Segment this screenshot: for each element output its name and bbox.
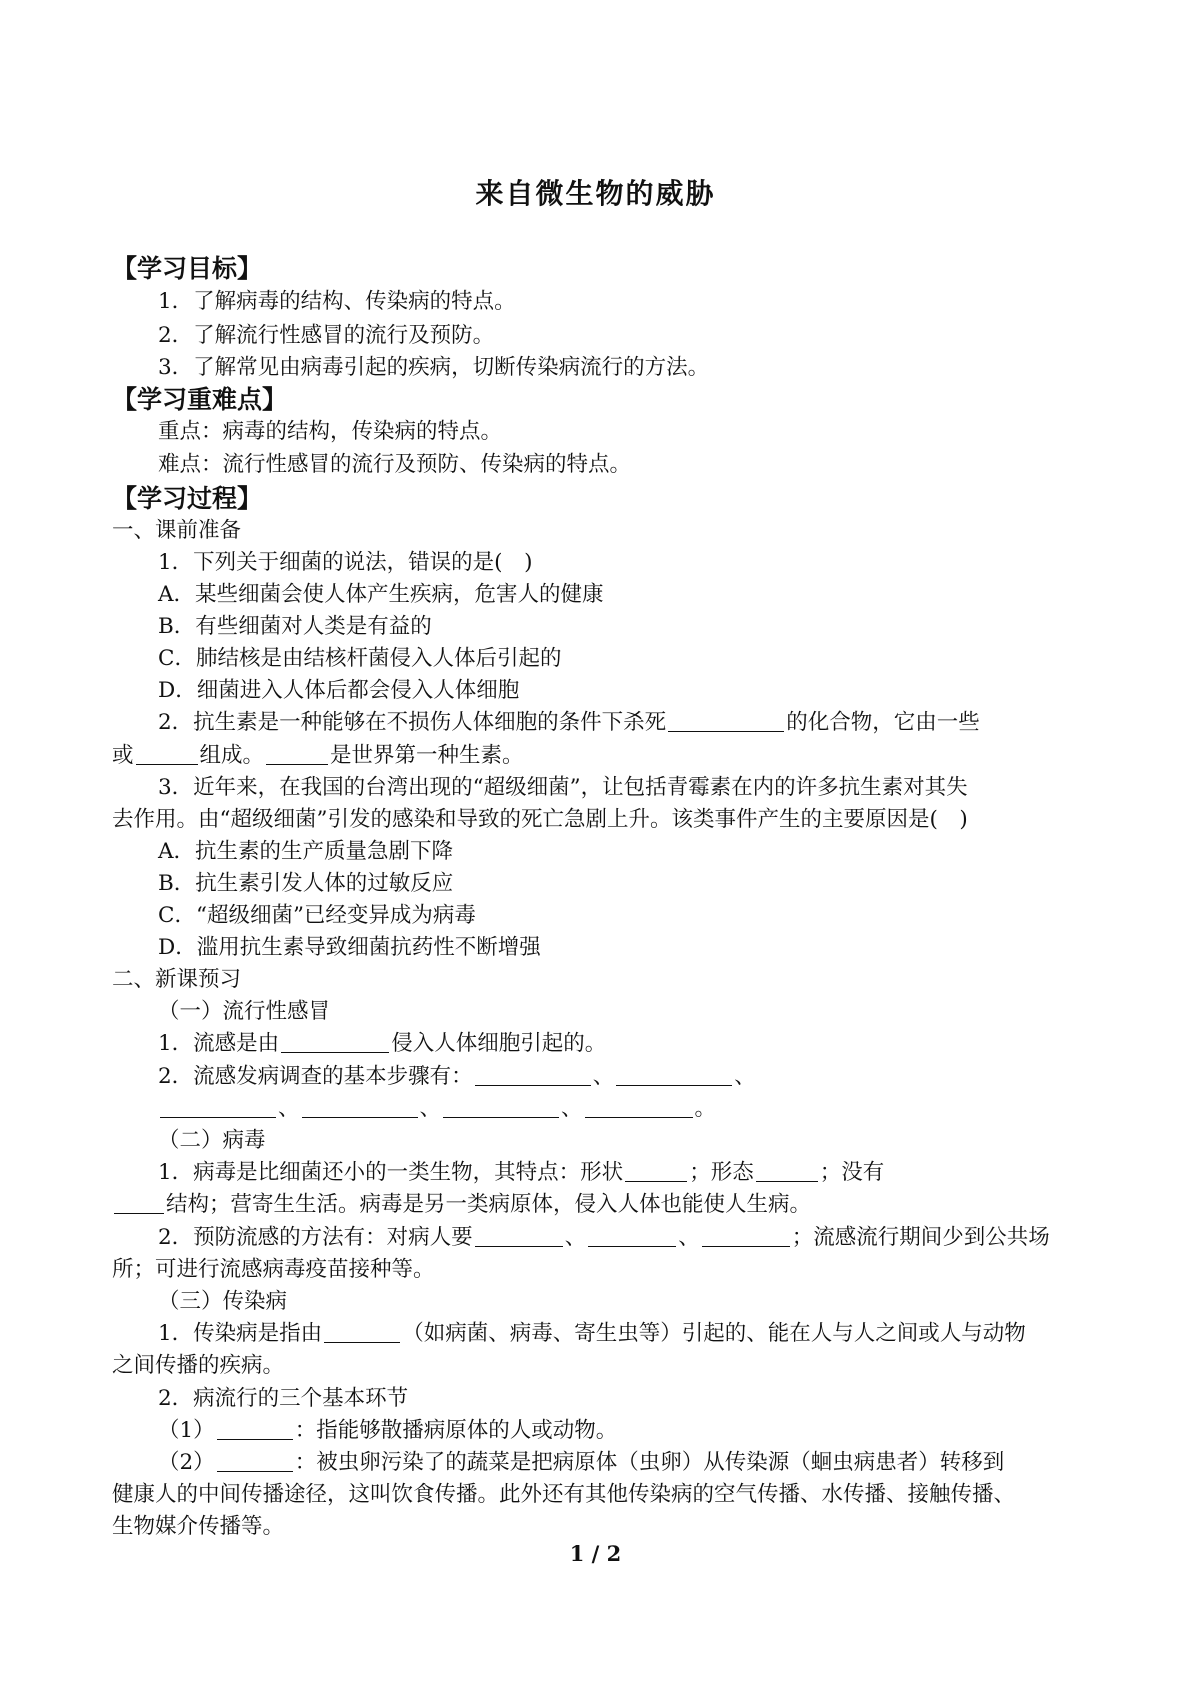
question-option: B．有些细菌对人类是有益的 [158, 614, 432, 639]
question-line: 所；可进行流感病毒疫苗接种等。 [112, 1257, 435, 1282]
separator: 、 [278, 1096, 300, 1121]
question-stem: 3．近年来，在我国的台湾出现的“超级细菌”，让包括青霉素在内的许多抗生素对其失 [158, 775, 968, 800]
objectives-heading: 【学习目标】 [112, 254, 263, 283]
question-line [158, 1158, 1092, 1188]
question-line [158, 1223, 1092, 1253]
question-text: （1） [158, 1418, 215, 1443]
subsection-heading: （一）流行性感冒 [158, 999, 331, 1024]
question-line [158, 1416, 1092, 1446]
question-text: ：指能够散播病原体的人或动物。 [294, 1418, 618, 1443]
fill-blank[interactable] [625, 1161, 687, 1182]
question-text: 2．流感发病调查的基本步骤有： [158, 1064, 473, 1089]
question-text: 1．传染病是指由 [158, 1321, 323, 1346]
subsection-heading: （二）病毒 [158, 1128, 266, 1153]
question-text: 的化合物，它由一些 [786, 710, 980, 735]
fill-blank[interactable] [443, 1097, 559, 1118]
question-text: ；没有 [819, 1160, 885, 1185]
fill-blank[interactable] [217, 1451, 293, 1472]
separator: 、 [592, 1064, 615, 1089]
question-stem: 去作用。由“超级细菌”引发的感染和导致的死亡急剧上升。该类事件产生的主要原因是( ) [112, 807, 968, 832]
fill-blank[interactable] [160, 1097, 276, 1118]
question-option: B．抗生素引发人体的过敏反应 [158, 871, 454, 896]
question-text: 结构；营寄生生活。病毒是另一类病原体，侵入人体也能使人生病。 [166, 1192, 812, 1217]
question-option: D．滥用抗生素导致细菌抗药性不断增强 [158, 935, 541, 960]
question-line [158, 1319, 1092, 1349]
question-text: 2．预防流感的方法有：对病人要 [158, 1225, 473, 1250]
key-points-heading: 【学习重难点】 [112, 385, 288, 414]
fill-blank[interactable] [136, 744, 198, 765]
question-line [112, 1190, 1092, 1220]
fill-blank[interactable] [702, 1226, 790, 1247]
subsection-heading: （三）传染病 [158, 1289, 288, 1314]
fill-blank[interactable] [217, 1419, 293, 1440]
difficult-point: 难点：流行性感冒的流行及预防、传染病的特点。 [158, 452, 632, 477]
fill-blank[interactable] [756, 1161, 818, 1182]
fill-blank[interactable] [281, 1032, 389, 1053]
separator: 、 [678, 1225, 700, 1250]
question-option: C．“超级细菌”已经变异成为病毒 [158, 903, 476, 928]
fill-blank[interactable] [114, 1193, 164, 1214]
separator: 、 [564, 1225, 587, 1250]
key-point: 重点：病毒的结构，传染病的特点。 [158, 419, 503, 444]
question-line [158, 1448, 1092, 1478]
separator: 、 [561, 1096, 583, 1121]
part2-heading: 二、新课预习 [112, 967, 242, 992]
objective-item: 1．了解病毒的结构、传染病的特点。 [158, 289, 516, 314]
question-text: ；流感流行期间少到公共场 [791, 1225, 1050, 1250]
question-text: （2） [158, 1450, 215, 1475]
fill-blank[interactable] [266, 744, 328, 765]
question-text: 1．流感是由 [158, 1031, 280, 1056]
end-mark: 。 [694, 1096, 717, 1121]
objective-item: 2．了解流行性感冒的流行及预防。 [158, 323, 495, 348]
fill-blank[interactable] [616, 1065, 732, 1086]
page-title: 来自微生物的威胁 [475, 177, 716, 210]
question-option: C．肺结核是由结核杆菌侵入人体后引起的 [158, 646, 562, 671]
question-line [158, 1029, 1092, 1059]
part1-heading: 一、课前准备 [112, 518, 242, 543]
question-text: 是世界第一种生素。 [330, 743, 524, 768]
question-option: D．细菌进入人体后都会侵入人体细胞 [158, 678, 520, 703]
separator: 、 [734, 1064, 756, 1089]
fill-blank[interactable] [302, 1097, 418, 1118]
fill-blank[interactable] [585, 1097, 693, 1118]
question-text: 组成。 [199, 743, 265, 768]
question-text: 或 [112, 743, 134, 768]
question-line: 生物媒介传播等。 [112, 1514, 285, 1539]
fill-blank[interactable] [475, 1226, 563, 1247]
question-text: 1．病毒是比细菌还小的一类生物，其特点：形状 [158, 1160, 624, 1185]
separator: 、 [419, 1096, 442, 1121]
fill-blank[interactable] [475, 1065, 591, 1086]
fill-blank[interactable] [668, 711, 784, 732]
question-line: 之间传播的疾病。 [112, 1353, 285, 1378]
question-text: （如病菌、病毒、寄生虫等）引起的、能在人与人之间或人与动物 [402, 1321, 1026, 1346]
question-line [158, 708, 1092, 738]
question-line [158, 1062, 1092, 1092]
question-line: 2．病流行的三个基本环节 [158, 1386, 409, 1411]
fill-blank[interactable] [588, 1226, 676, 1247]
page-number: 1 / 2 [569, 1541, 622, 1566]
question-line: 健康人的中间传播途径，这叫饮食传播。此外还有其他传染病的空气传播、水传播、接触传播、 [112, 1482, 1016, 1507]
question-option: A．某些细菌会使人体产生疾病，危害人的健康 [158, 582, 604, 607]
question-stem: 1．下列关于细菌的说法，错误的是( ) [158, 550, 533, 575]
question-text: 侵入人体细胞引起的。 [391, 1031, 607, 1056]
question-text: 2．抗生素是一种能够在不损伤人体细胞的条件下杀死 [158, 710, 667, 735]
question-line [158, 1094, 1092, 1124]
question-text: ；形态 [689, 1160, 754, 1185]
question-text: ：被虫卵污染了的蔬菜是把病原体（虫卵）从传染源（蛔虫病患者）转移到 [294, 1450, 1005, 1475]
fill-blank[interactable] [324, 1322, 400, 1343]
question-option: A．抗生素的生产质量急剧下降 [158, 839, 454, 864]
objective-item: 3．了解常见由病毒引起的疾病，切断传染病流行的方法。 [158, 355, 710, 380]
process-heading: 【学习过程】 [112, 484, 263, 513]
question-line [112, 741, 1092, 771]
